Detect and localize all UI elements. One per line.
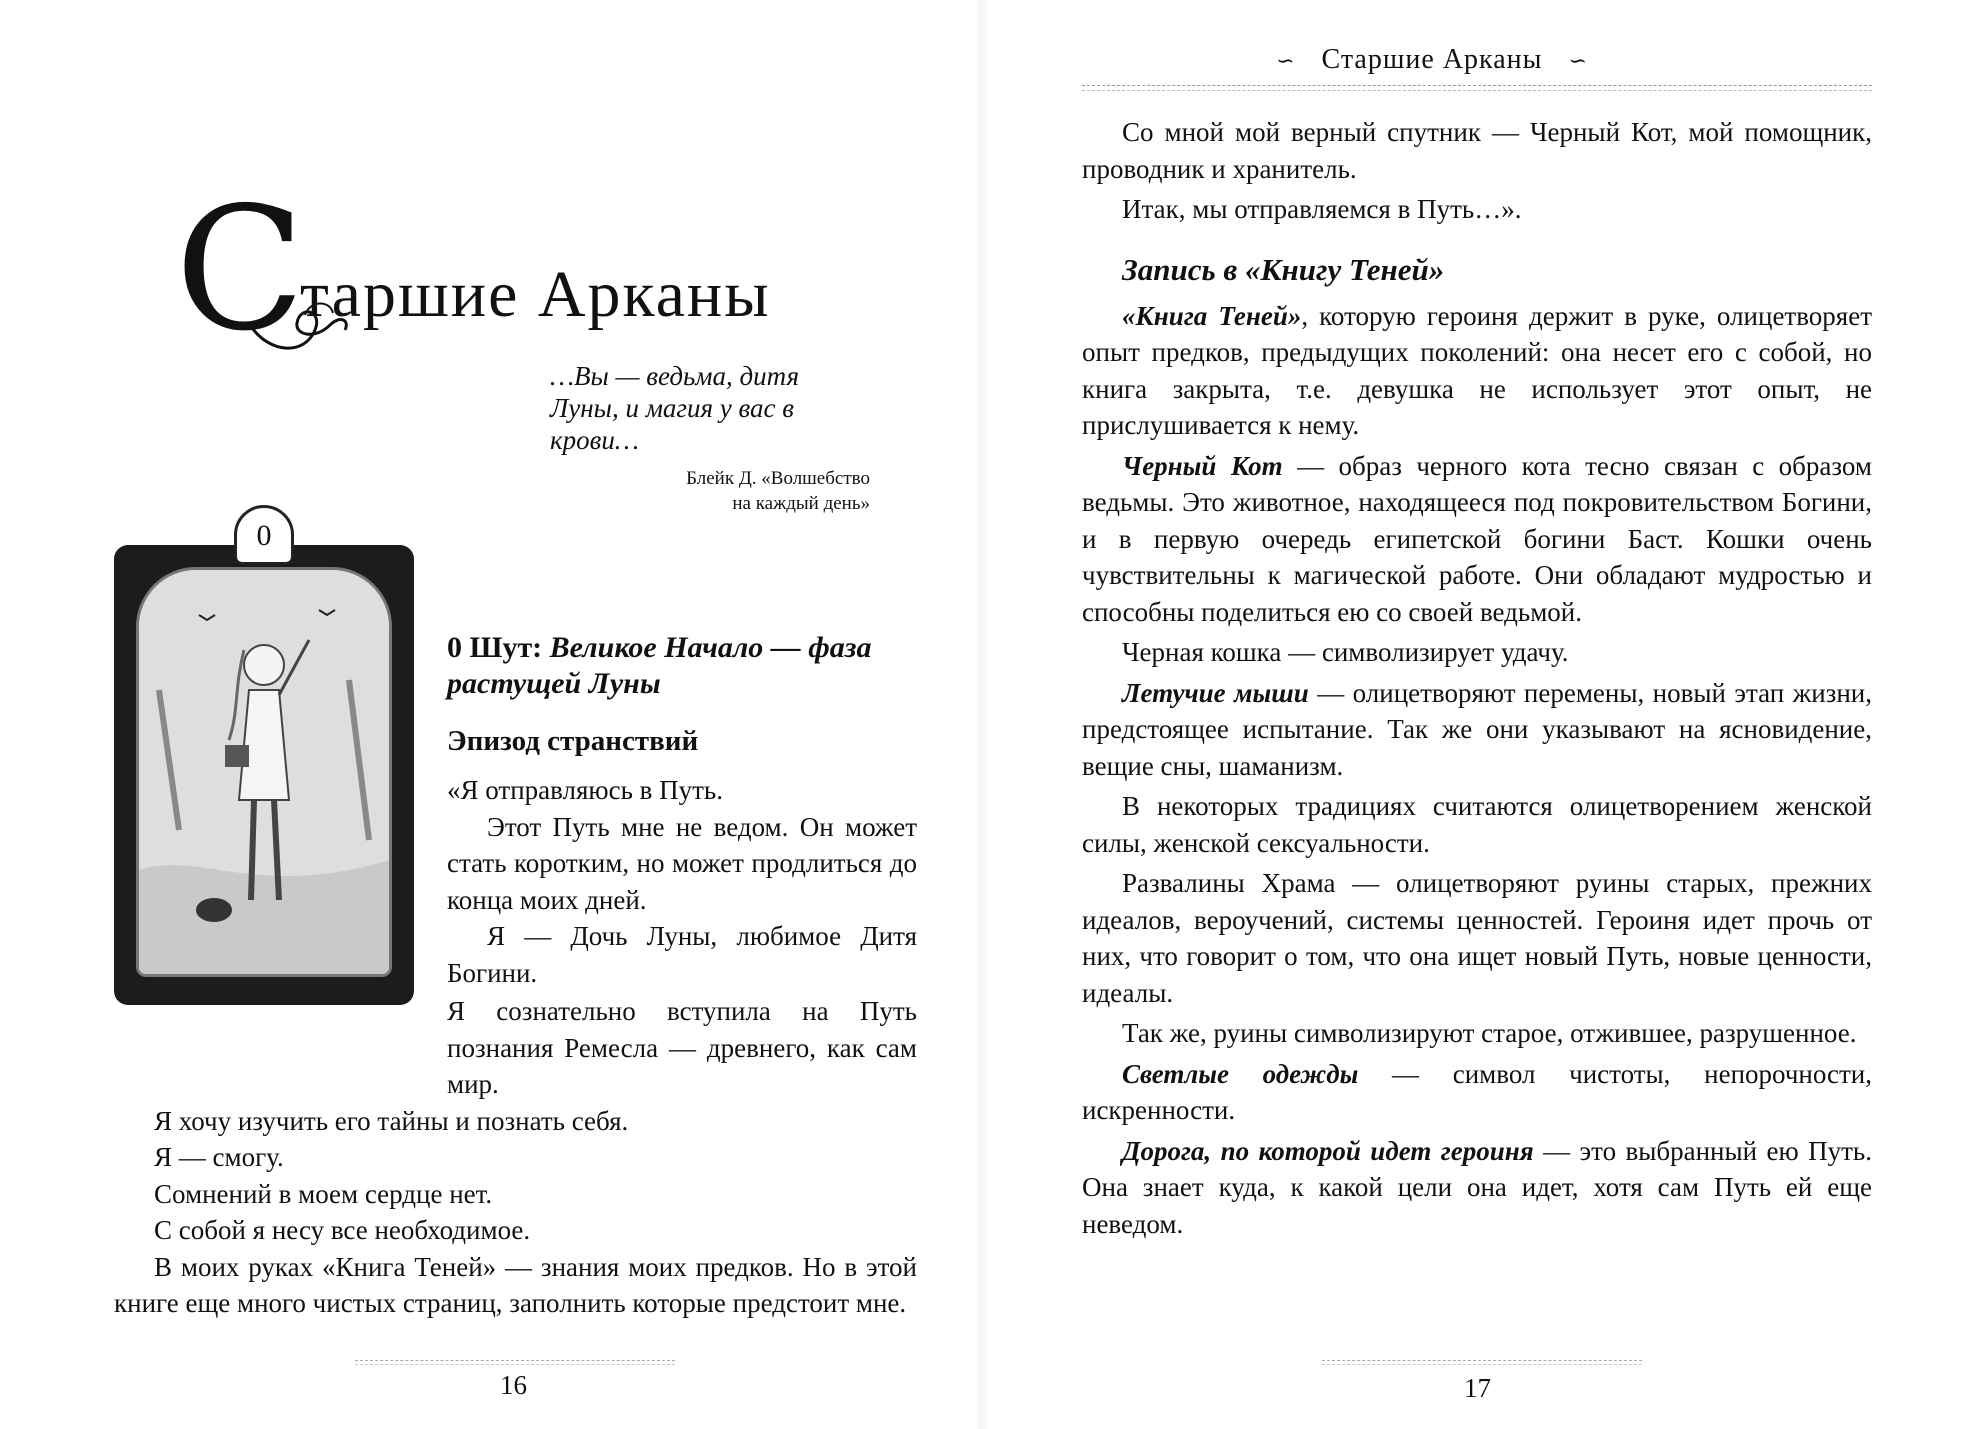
running-head-ornament-right: ∽ (1568, 48, 1588, 73)
entry-paragraph (1082, 675, 1872, 785)
entry-paragraph (1082, 1015, 1872, 1052)
paragraph: Я сознательно вступила на Путь познания Ремесла — древнего, как сам мир. (447, 996, 917, 1099)
entry-text: Черная кошка — символизирует удачу. (1122, 637, 1569, 667)
fool-figure-illustration (139, 570, 389, 974)
entry-paragraph (1082, 448, 1872, 631)
paragraph: Я хочу изучить его тайны и познать себя. (154, 1105, 629, 1136)
epigraph-source-line: на каждый день» (732, 493, 870, 514)
footer-rule (355, 1360, 675, 1365)
record-heading: Запись в «Книгу Теней» (1122, 251, 1445, 287)
entry-text: — это выбранный ею Путь. Она знает куда, к какой цели она идет, хотя сам Путь ей еще неведом. (1082, 1135, 1872, 1239)
card-artwork (136, 567, 392, 977)
entry-text: — олицетворяют перемены, новый этап жизни, предстоящее испытание. Так же они указывают на ясновидение, вещие сны, шаманизм. (1082, 677, 1872, 781)
paragraph: В моих руках «Книга Теней» — знания моих предков. Но в этой книге еще много чистых страниц, заполнить которые предстоит мне. (114, 1251, 917, 1318)
arcana-heading-subtitle: Великое Начало — фаза растущей Луны (447, 631, 872, 700)
entry-paragraph (1082, 865, 1872, 1011)
body-text (1082, 114, 1872, 1246)
arcana-heading (447, 630, 927, 702)
epigraph (550, 360, 870, 516)
paragraph: Со мной мой верный спутник — Черный Кот, мой помощник, проводник и хранитель. (1082, 117, 1872, 184)
card-side-text (447, 772, 917, 991)
running-head-ornament-left: ∽ (1276, 48, 1296, 73)
entry-paragraph (1082, 634, 1872, 671)
paragraph: Сомнений в моем сердце нет. (154, 1178, 493, 1209)
tarot-card-illustration (114, 505, 414, 1005)
paragraph: Итак, мы отправляемся в Путь…». (1122, 194, 1522, 224)
paragraph: Я — Дочь Луны, любимое Дитя Богини. (447, 921, 917, 988)
entry-text: , которую героиня держит в руке, олицетворяет опыт предков, предыдущих поколений: она несет его с собой, но книга закрыта, т.е. девушка не использует этот опыт, не прислушивается к нему. (1082, 300, 1872, 440)
footer-rule (1322, 1360, 1642, 1365)
epigraph-source (510, 466, 870, 516)
entry-term: Черный Кот (1122, 450, 1283, 481)
body-text (114, 993, 917, 1322)
entry-term: Дорога, по которой идет героиня (1122, 1135, 1534, 1166)
entry-text: — символ чистоты, непорочности, искренности. (1082, 1058, 1873, 1125)
entry-paragraph (1082, 1133, 1872, 1243)
paragraph: Я — смогу. (154, 1142, 284, 1172)
arcana-heading-number: 0 Шут: (447, 631, 550, 664)
chapter-title-dropcap: С (175, 171, 306, 369)
entry-text: Развалины Храма — олицетворяют руины старых, прежних идеалов, вероучений, системы ценностей. Героиня идет прочь от них, что говорит о том, что она ищет новый Путь, новые ценности, идеалы. (1082, 868, 1872, 1008)
entry-text: — образ черного кота тесно связан с образом ведьмы. Это животное, находящееся под покровительством Богини, и в первую очередь египетской богини Баст. Кошки очень чувствительны к магической работе. Они обладают мудростью и способны поделиться ею со своей ведьмой. (1082, 450, 1872, 627)
paragraph: С собой я несу все необходимое. (154, 1215, 531, 1245)
epigraph-quote: …Вы — ведьма, дитя Луны, и магия у вас в крови… (550, 361, 800, 455)
right-page (982, 0, 1965, 1429)
page-number: 17 (1464, 1373, 1491, 1403)
running-head (1252, 44, 1612, 76)
running-head-title: Старшие Арканы (1321, 44, 1543, 75)
paragraph: Этот Путь мне не ведом. Он может стать коротким, но может продлиться до конца моих дней. (447, 811, 917, 915)
entry-term: Летучие мыши (1122, 677, 1309, 708)
chapter-title-text: таршие Арканы (300, 258, 771, 331)
entry-paragraph (1082, 1056, 1872, 1129)
entry-paragraph (1082, 788, 1872, 861)
entry-term: «Книга Теней» (1122, 300, 1302, 331)
episode-heading: Эпизод странствий (447, 725, 699, 757)
epigraph-source-line: Блейк Д. «Волшебство (686, 468, 870, 489)
paragraph: «Я отправляюсь в Путь. (447, 775, 723, 805)
entry-paragraph (1082, 298, 1872, 444)
entry-text: Так же, руины символизируют старое, отжившее, разрушенное. (1122, 1018, 1857, 1048)
left-page (0, 0, 982, 1429)
entry-text: В некоторых традициях считаются олицетворением женской силы, женской сексуальности. (1082, 791, 1872, 858)
card-number-badge: 0 (234, 505, 294, 565)
page-number: 16 (500, 1370, 527, 1400)
chapter-title (175, 171, 895, 369)
entry-term: Светлые одежды (1122, 1058, 1359, 1089)
header-rule (1082, 85, 1872, 91)
